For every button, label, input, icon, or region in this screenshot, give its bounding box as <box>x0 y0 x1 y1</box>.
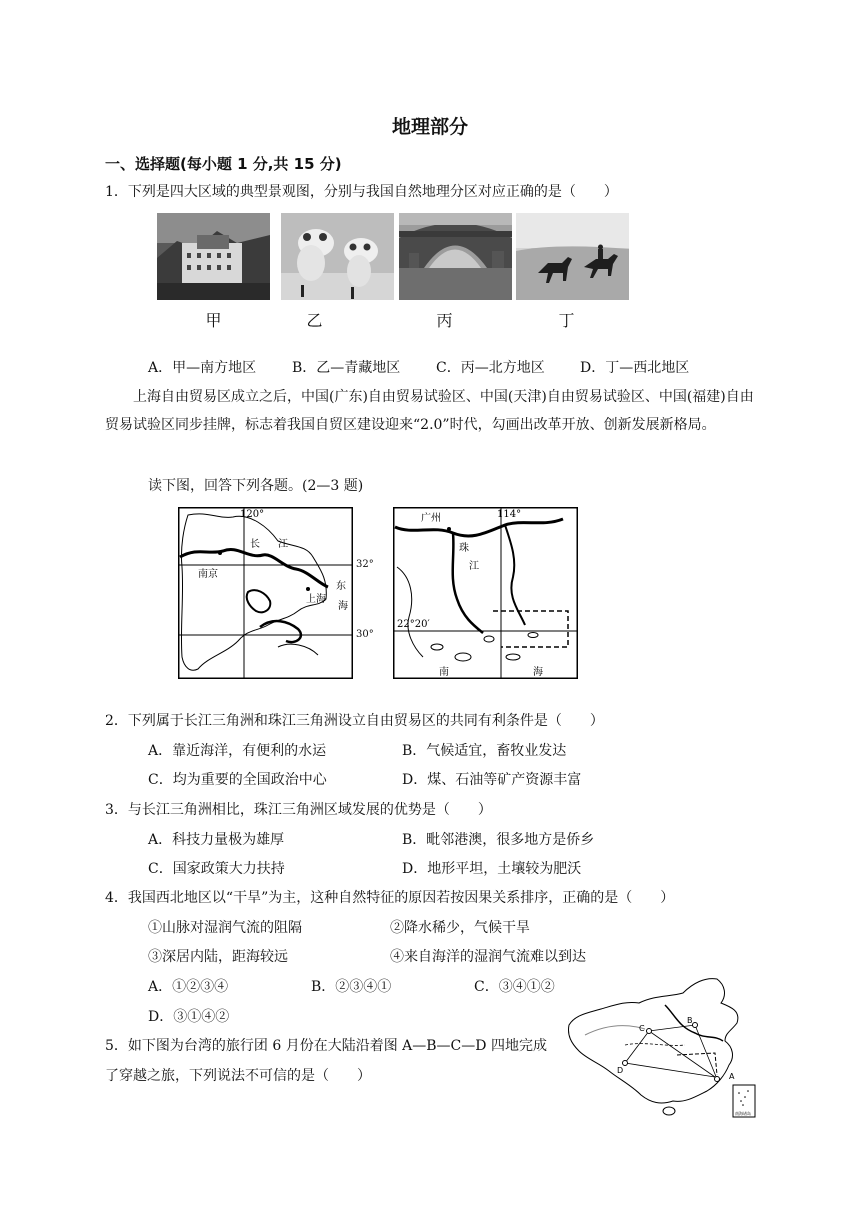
photo-ding <box>516 213 629 300</box>
q5-stem-line2: 了穿越之旅，下列说法不可信的是（ ） <box>105 1068 371 1084</box>
map-right-lat-label: 22°20′ <box>397 619 430 630</box>
q1-option-d[interactable]: D．丁—西北地区 <box>580 360 690 376</box>
map-right-label-zhu: 珠 <box>459 543 469 554</box>
q1-option-c[interactable]: C．丙—北方地区 <box>436 360 545 376</box>
q4-item-3: ③深居内陆，距海较远 <box>148 949 288 965</box>
q2-option-d[interactable]: D．煤、石油等矿产资源丰富 <box>402 772 582 788</box>
route-label-c: C <box>639 1024 645 1033</box>
map-right-label-hai: 海 <box>533 667 543 678</box>
route-label-b: B <box>687 1016 693 1025</box>
q4-option-a[interactable]: A．①②③④ <box>148 979 229 995</box>
q4-item-2: ②降水稀少，气候干旱 <box>390 920 530 936</box>
pearl-delta-map <box>393 507 578 679</box>
q4-option-c[interactable]: C．③④①② <box>474 979 555 995</box>
q4-stem: 4．我国西北地区以“干旱”为主，这种自然特征的原因若按因果关系排序，正确的是（ ） <box>105 890 675 906</box>
caption-yi: 乙 <box>306 311 323 330</box>
map-right-label-guangzhou: 广州 <box>421 513 441 524</box>
q4-item-4: ④来自海洋的湿润气流难以到达 <box>390 949 586 965</box>
q2-stem: 2．下列属于长江三角洲和珠江三角洲设立自由贸易区的共同有利条件是（ ） <box>105 713 604 729</box>
photo-bing <box>399 213 512 300</box>
q3-option-b[interactable]: B．毗邻港澳，很多地方是侨乡 <box>402 832 595 848</box>
q4-option-b[interactable]: B．②③④① <box>311 979 392 995</box>
map-right-label-jiang: 江 <box>469 561 479 572</box>
map-left-lon-label: 120° <box>240 509 265 520</box>
map-left-label-shanghai: 上海 <box>306 594 326 605</box>
q2-option-a[interactable]: A．靠近海洋，有便利的水运 <box>148 743 327 759</box>
map-left-label-chang: 长 <box>250 539 260 550</box>
q3-stem: 3．与长江三角洲相比，珠江三角洲区域发展的优势是（ ） <box>105 802 492 818</box>
inset-label: 南海诸岛 <box>735 1111 751 1116</box>
q3-option-a[interactable]: A．科技力量极为雄厚 <box>148 832 285 848</box>
q2-option-c[interactable]: C．均为重要的全国政治中心 <box>148 772 327 788</box>
china-route-map <box>565 975 760 1120</box>
photo-jia <box>157 213 270 300</box>
q1-option-b[interactable]: B．乙—青藏地区 <box>292 360 401 376</box>
map-left-lat1: 32° <box>356 559 374 570</box>
section-heading: 一、选择题(每小题 1 分,共 15 分) <box>105 155 342 173</box>
q1-stem: 1．下列是四大区域的典型景观图，分别与我国自然地理分区对应正确的是（ ） <box>105 184 618 200</box>
caption-ding: 丁 <box>558 311 575 330</box>
q4-option-d[interactable]: D．③①④② <box>148 1009 230 1025</box>
map-left-label-hai: 海 <box>338 601 348 612</box>
q3-option-d[interactable]: D．地形平坦，土壤较为肥沃 <box>402 861 582 877</box>
route-label-a: A <box>729 1072 735 1081</box>
map-left-label-nanjing: 南京 <box>198 569 218 580</box>
map-right-lon-label: 114° <box>497 509 522 520</box>
read-instruction: 读下图，回答下列各题。(2—3 题) <box>148 478 364 494</box>
q2-option-b[interactable]: B．气候适宜，畜牧业发达 <box>402 743 567 759</box>
caption-jia: 甲 <box>205 311 222 330</box>
page-title: 地理部分 <box>391 116 468 138</box>
q3-option-c[interactable]: C．国家政策大力扶持 <box>148 861 285 877</box>
map-right-label-nan: 南 <box>439 667 449 678</box>
route-label-d: D <box>617 1066 624 1075</box>
map-left-label-dong: 东 <box>336 581 346 592</box>
yangtze-delta-map <box>178 507 353 679</box>
passage-text: 上海自由贸易区成立之后，中国(广东)自由贸易试验区、中国(天津)自由贸易试验区、中国(福建)自由贸易试验区同步挂牌，标志着我国自贸区建设迎来“2.0”时代，勾画出改革开放、创新发展新格局。 <box>105 389 754 433</box>
caption-bing: 丙 <box>436 311 453 330</box>
map-left-label-jiang: 江 <box>278 539 288 550</box>
q5-stem-line1: 5．如下图为台湾的旅行团 6 月份在大陆沿着图 A—B—C—D 四地完成 <box>105 1038 547 1054</box>
q4-item-1: ①山脉对湿润气流的阻隔 <box>148 920 302 936</box>
map-left-lat2: 30° <box>356 629 374 640</box>
photo-yi <box>281 213 394 300</box>
q1-option-a[interactable]: A．甲—南方地区 <box>148 360 257 376</box>
